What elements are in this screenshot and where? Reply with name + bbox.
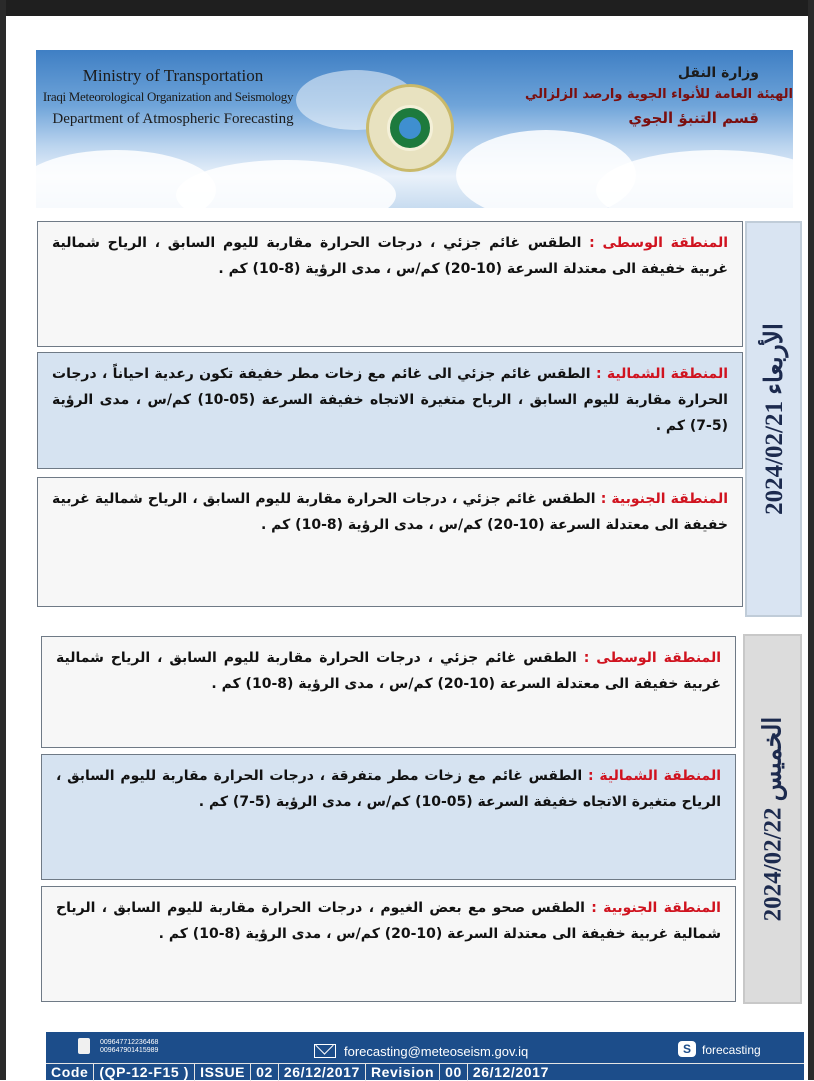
- header-banner: [36, 50, 793, 208]
- organization-name-ar: الهيئة العامة للأنواء الجوية وارصد الزلزالي: [524, 87, 793, 102]
- document-code-bar: [46, 1063, 804, 1081]
- organization-name-en: Iraqi Meteorological Organization and Seismology: [42, 89, 294, 104]
- forecast-box-south: [41, 886, 736, 1002]
- cloud-shape: [176, 160, 396, 208]
- date-bar: [745, 221, 802, 617]
- region-forecast: الطقس غائم جزئي الى غائم مع زخات مطر خفيفة تكون رعدية احياناً ، درجات الحرارة مقاربة لليوم السابق ، الرياح متغيرة الاتجاه خفيفة السرعة (05-10) كم/س ، مدى الرؤية (5-7) كم .: [52, 366, 728, 434]
- date-label: الخميس 2024/02/22: [759, 716, 787, 922]
- skype-icon: S: [678, 1041, 696, 1057]
- code-cell: (QP-12-F15 ): [94, 1064, 195, 1081]
- phone-numbers: [100, 1039, 158, 1055]
- phone-number: 009647712236468: [100, 1039, 159, 1046]
- mail-icon: [314, 1044, 336, 1058]
- footer: [46, 1032, 804, 1080]
- code-cell: 26/12/2017: [472, 1064, 549, 1080]
- forecast-box-central: [37, 221, 743, 347]
- day-section-1: [37, 221, 804, 617]
- skype-handle[interactable]: forecasting: [702, 1043, 761, 1057]
- ministry-name-ar: وزارة النقل: [677, 65, 759, 81]
- code-cell: Revision: [366, 1064, 440, 1081]
- day-section-2: [37, 634, 804, 1004]
- date-bar: [743, 634, 802, 1004]
- top-bar: [0, 0, 814, 16]
- code-cell: ISSUE: [195, 1064, 251, 1081]
- footer-contacts: [46, 1032, 804, 1063]
- date-label: الأربعاء 2024/02/21: [760, 323, 788, 515]
- region-forecast: الطقس صحو مع بعض الغيوم ، درجات الحرارة مقاربة لليوم السابق ، الرياح شمالية غربية خفيفة الى معتدلة السرعة (10-20) كم/س ، مدى الرؤية (8-10) كم .: [56, 900, 721, 942]
- right-frame-border: [808, 0, 814, 1080]
- region-forecast: الطقس غائم جزئي ، درجات الحرارة مقاربة لليوم السابق ، الرياح شمالية غربية خفيفة الى معتدلة السرعة (10-20) كم/س ، مدى الرؤية (8-10) كم .: [52, 491, 728, 533]
- department-name-en: Department of Atmospheric Forecasting: [52, 111, 294, 127]
- seal-inner: [387, 105, 433, 151]
- forecast-box-north: [37, 352, 743, 469]
- region-forecast: الطقس غائم مع زخات مطر متفرقة ، درجات الحرارة مقاربة لليوم السابق ، الرياح متغيرة الاتجاه خفيفة السرعة (05-10) كم/س ، مدى الرؤية (5-7) كم .: [56, 768, 721, 810]
- organization-seal-icon: [366, 84, 454, 172]
- region-name: المنطقة الجنوبية :: [600, 491, 728, 507]
- region-name: المنطقة الجنوبية :: [591, 900, 721, 916]
- email-link[interactable]: forecasting@meteoseism.gov.iq: [344, 1044, 529, 1059]
- region-name: المنطقة الوسطى :: [589, 235, 729, 251]
- region-forecast: الطقس غائم جزئي ، درجات الحرارة مقاربة لليوم السابق ، الرياح شمالية غربية خفيفة الى معتدلة السرعة (10-20) كم/س ، مدى الرؤية (8-10) كم .: [52, 235, 728, 277]
- header-arabic: [524, 62, 793, 130]
- region-forecast: الطقس غائم جزئي ، درجات الحرارة مقاربة لليوم السابق ، الرياح شمالية غربية خفيفة الى معتدلة السرعة (10-20) كم/س ، مدى الرؤية (8-10) كم .: [56, 650, 721, 692]
- region-name: المنطقة الوسطى :: [583, 650, 721, 666]
- code-cell: 00: [440, 1064, 468, 1081]
- left-frame-border: [0, 0, 6, 1080]
- code-cell: 02: [251, 1064, 279, 1081]
- forecast-box-south: [37, 477, 743, 607]
- region-name: المنطقة الشمالية :: [588, 768, 721, 784]
- region-name: المنطقة الشمالية :: [595, 366, 728, 382]
- forecast-box-central: [41, 636, 736, 748]
- code-cell: 26/12/2017: [279, 1064, 366, 1081]
- seal-cloud-icon: [399, 117, 421, 139]
- header-english: [42, 66, 298, 130]
- phone-number: 009647901415989: [100, 1047, 159, 1054]
- code-cell: Code: [46, 1064, 94, 1081]
- forecast-box-north: [41, 754, 736, 880]
- ministry-name-en: Ministry of Transportation: [82, 66, 264, 85]
- phone-icon: [78, 1038, 90, 1054]
- department-name-ar: قسم التنبؤ الجوي: [628, 109, 759, 127]
